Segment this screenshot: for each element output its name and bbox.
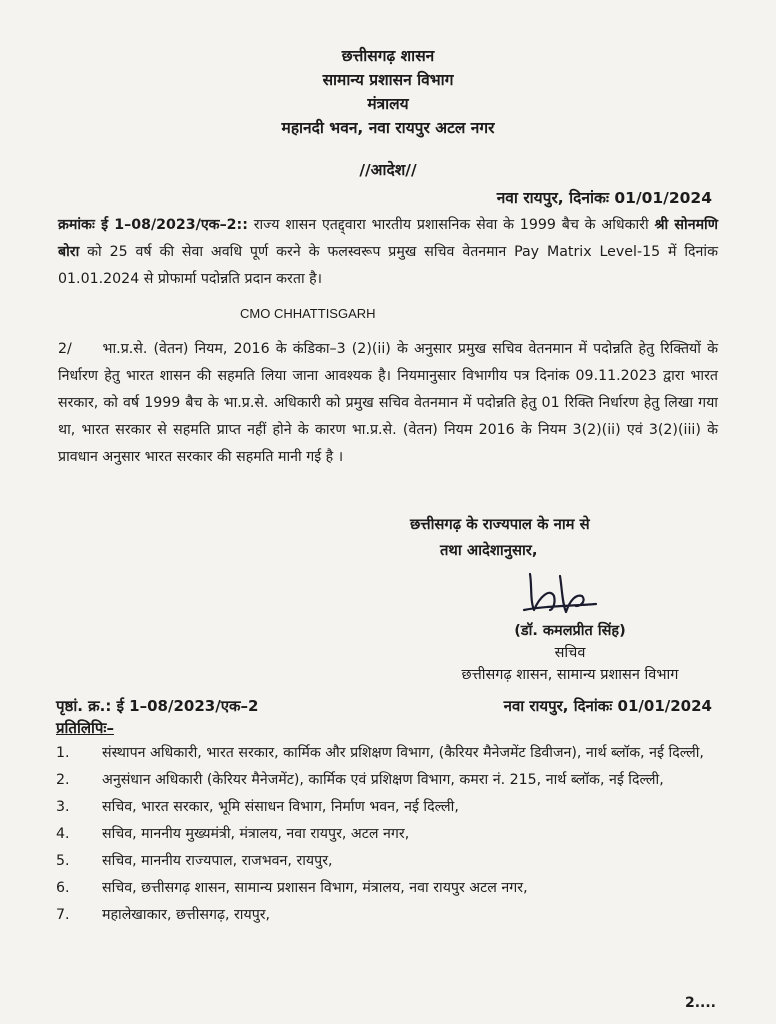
office-address: महानदी भवन, नवा रायपुर अटल नगर [281, 119, 495, 137]
signature-image [510, 566, 600, 626]
list-item: 1. संस्थापन अधिकारी, भारत सरकार, कार्मिक और प्रशिक्षण विभाग, (कैरियर मैनेजमेंट डिवीजन), नार्थ ब्लॉक, नई दिल्ली, [56, 745, 704, 761]
para2-text: भा.प्र.से. (वेतन) नियम, 2016 के कंडिका–3 (2)(ii) के अनुसार प्रमुख सचिव वेतनमान में पदोन्नति हेतु रिक्तियों के निर्धारण हेतु भारत शासन की सहमति लिया जाना आवश्यक है। नियमानुसार विभागीय पत्र दिनांक 09.11.2023 द्वारा भारत सरकार, को वर्ष 1999 बैच के भा.प्र.से. अधिकारी को प्रमुख सचिव वेतनमान में पदोन्नति हेतु 01 रिक्ति निर्धारण हेतु लिखा गया था, भारत सरकार से सहमति प्राप्त नहीं होने के कारण भा.प्र.से. (वेतन) नियम 2016 के नियम 3(2)(ii) एवं 3(2)(iii) के प्रावधान अनुसार भारत सरकार की सहमति मानी गई है । [58, 341, 718, 465]
order-number: क्रमांकः ई 1–08/2023/एक–2:: [58, 217, 248, 233]
list-item: 2. अनुसंधान अधिकारी (केरियर मैनेजमेंट), कार्मिक एवं प्रशिक्षण विभाग, कमरा नं. 215, नार्थ ब्लॉक, नई दिल्ली, [56, 772, 664, 788]
endorsement-date: नवा रायपुर, दिनांकः 01/01/2024 [503, 697, 712, 715]
endorsement-ref: पृष्ठां. क्र.: ई 1–08/2023/एक–2 [56, 697, 259, 715]
next-page-marker: 2.... [684, 995, 716, 1011]
list-item: 7. महालेखाकार, छत्तीसगढ़, रायपुर, [56, 907, 271, 923]
office-name: मंत्रालय [367, 95, 409, 113]
cmo-stamp: CMO CHHATTISGARH [240, 306, 376, 321]
para1-text-b: को 25 वर्ष की सेवा अवधि पूर्ण करने के फलस्वरूप प्रमुख सचिव वेतनमान Pay Matrix Level-15 में दिनांक 01.01.2024 से प्रोफार्मा पदोन्नति प्रदान करता है। [58, 244, 718, 287]
list-item: 5. सचिव, माननीय राज्यपाल, राजभवन, रायपुर, [56, 853, 333, 869]
letterhead [0, 44, 776, 140]
closing-line-2: तथा आदेशानुसार, [440, 542, 538, 559]
list-item: 4. सचिव, माननीय मुख्यमंत्री, मंत्रालय, नवा रायपुर, अटल नगर, [56, 826, 410, 842]
government-name: छत्तीसगढ़ शासन [341, 47, 435, 65]
copy-to-list [56, 740, 736, 929]
copy-to-title: प्रतिलिपिः– [56, 719, 114, 737]
signatory-designation: सचिव [554, 645, 586, 661]
signatory-department: छत्तीसगढ़ शासन, सामान्य प्रशासन विभाग [461, 667, 679, 683]
list-item: 6. सचिव, छत्तीसगढ़ शासन, सामान्य प्रशासन विभाग, मंत्रालय, नवा रायपुर अटल नगर, [56, 880, 528, 896]
order-title: //आदेश// [359, 161, 417, 179]
department-name: सामान्य प्रशासन विभाग [322, 71, 454, 89]
officer-name: श्री सोनमणि बोरा [58, 217, 718, 260]
signatory-name: (डॉ. कमलप्रीत सिंह) [514, 623, 626, 639]
para2-number: 2/ [58, 341, 72, 357]
closing-line-1: छत्तीसगढ़ के राज्यपाल के नाम से [410, 516, 590, 533]
order-date: नवा रायपुर, दिनांकः 01/01/2024 [496, 189, 712, 207]
para1-text-a: राज्य शासन एतद्द्वारा भारतीय प्रशासनिक सेवा के 1999 बैच के अधिकारी [247, 217, 655, 233]
order-paragraph-1 [58, 212, 718, 293]
order-paragraph-2 [58, 336, 718, 471]
list-item: 3. सचिव, भारत सरकार, भूमि संसाधन विभाग, निर्माण भवन, नई दिल्ली, [56, 799, 459, 815]
